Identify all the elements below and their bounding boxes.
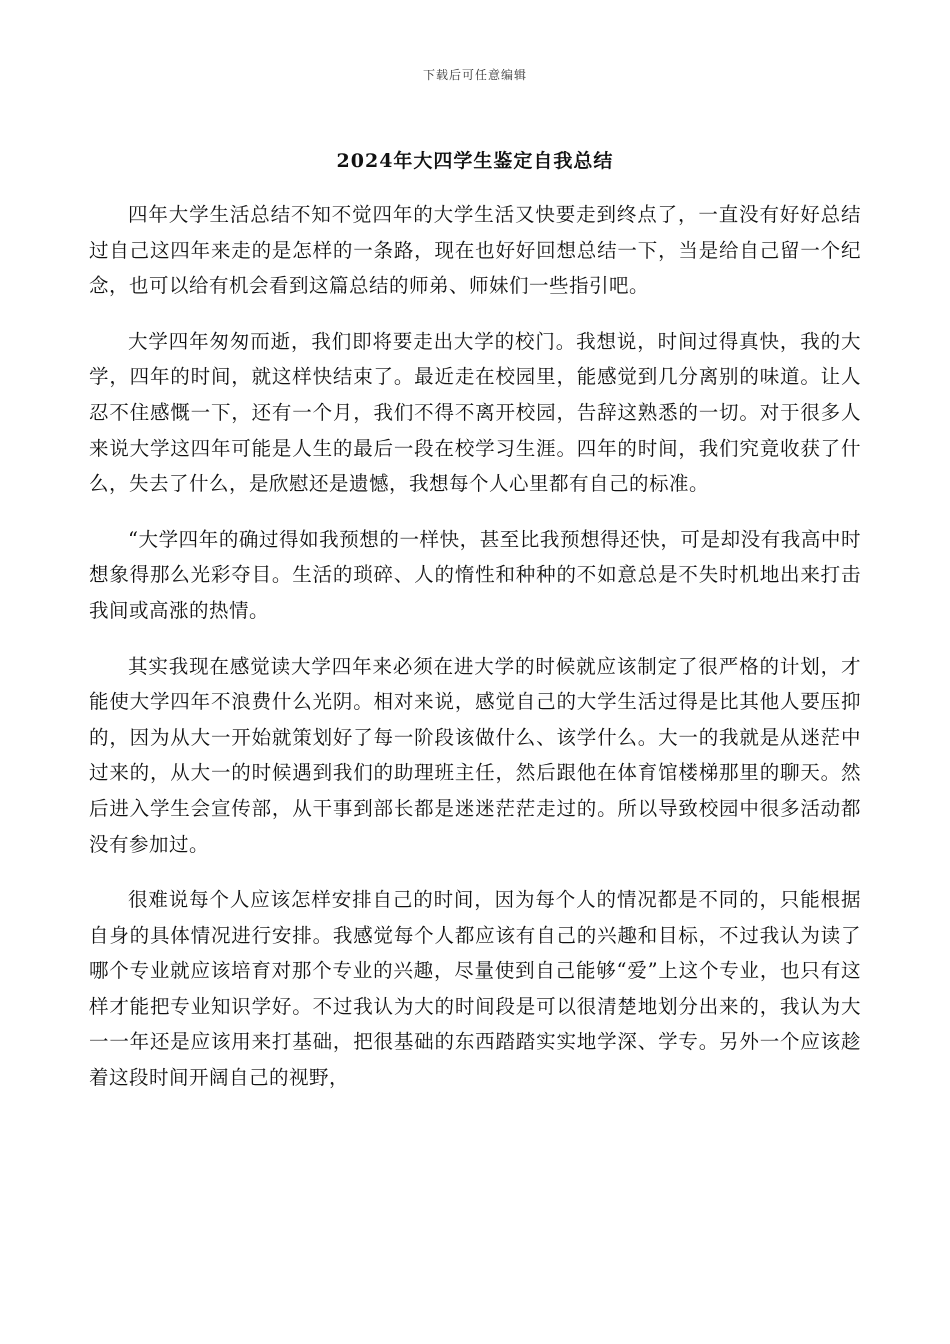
paragraph-3: “大学四年的确过得如我预想的一样快，甚至比我预想得还快，可是却没有我高中时想象得那么光彩夺目。生活的琐碎、人的惰性和种种的不如意总是不失时机地出来打击我间或高涨的热情。 [89, 527, 861, 622]
paragraph-1: 四年大学生活总结不知不觉四年的大学生活又快要走到终点了，一直没有好好总结过自己这四年来走的是怎样的一条路，现在也好好回想总结一下，当是给自己留一个纪念，也可以给有机会看到这篇总结的师弟、师妹们一些指引吧。 [89, 203, 861, 298]
document-body [89, 197, 861, 1116]
paragraph-2: 大学四年匆匆而逝，我们即将要走出大学的校门。我想说，时间过得真快，我的大学，四年的时间，就这样快结束了。最近走在校园里，能感觉到几分离别的味道。让人忍不住感慨一下，还有一个月，我们不得不离开校园，告辞这熟悉的一切。对于很多人来说大学这四年可能是人生的最后一段在校学习生涯。四年的时间，我们究竟收获了什么，失去了什么，是欣慰还是遗憾，我想每个人心里都有自己的标准。 [89, 329, 861, 496]
paragraph-4: 其实我现在感觉读大学四年来必须在进大学的时候就应该制定了很严格的计划，才能使大学四年不浪费什么光阴。相对来说，感觉自己的大学生活过得是比其他人要压抑的，因为从大一开始就策划好了每一阶段该做什么、该学什么。大一的我就是从迷茫中过来的，从大一的时候遇到我们的助理班主任，然后跟他在体育馆楼梯那里的聊天。然后进入学生会宣传部，从干事到部长都是迷迷茫茫走过的。所以导致校园中很多活动都没有参加过。 [89, 654, 861, 856]
header-note: 下载后可任意编辑 [422, 68, 527, 82]
paragraph-5: 很难说每个人应该怎样安排自己的时间，因为每个人的情况都是不同的，只能根据自身的具体情况进行安排。我感觉每个人都应该有自己的兴趣和目标，不过我认为读了哪个专业就应该培育对那个专业的兴趣，尽量使到自己能够“爱”上这个专业，也只有这样才能把专业知识学好。不过我认为大的时间段是可以很清楚地划分出来的，我认为大一一年还是应该用来打基础，把很基础的东西踏踏实实地学深、学专。另外一个应该趁着这段时间开阔自己的视野， [89, 888, 861, 1090]
document-title: 2024年大四学生鉴定自我总结 [336, 150, 614, 172]
